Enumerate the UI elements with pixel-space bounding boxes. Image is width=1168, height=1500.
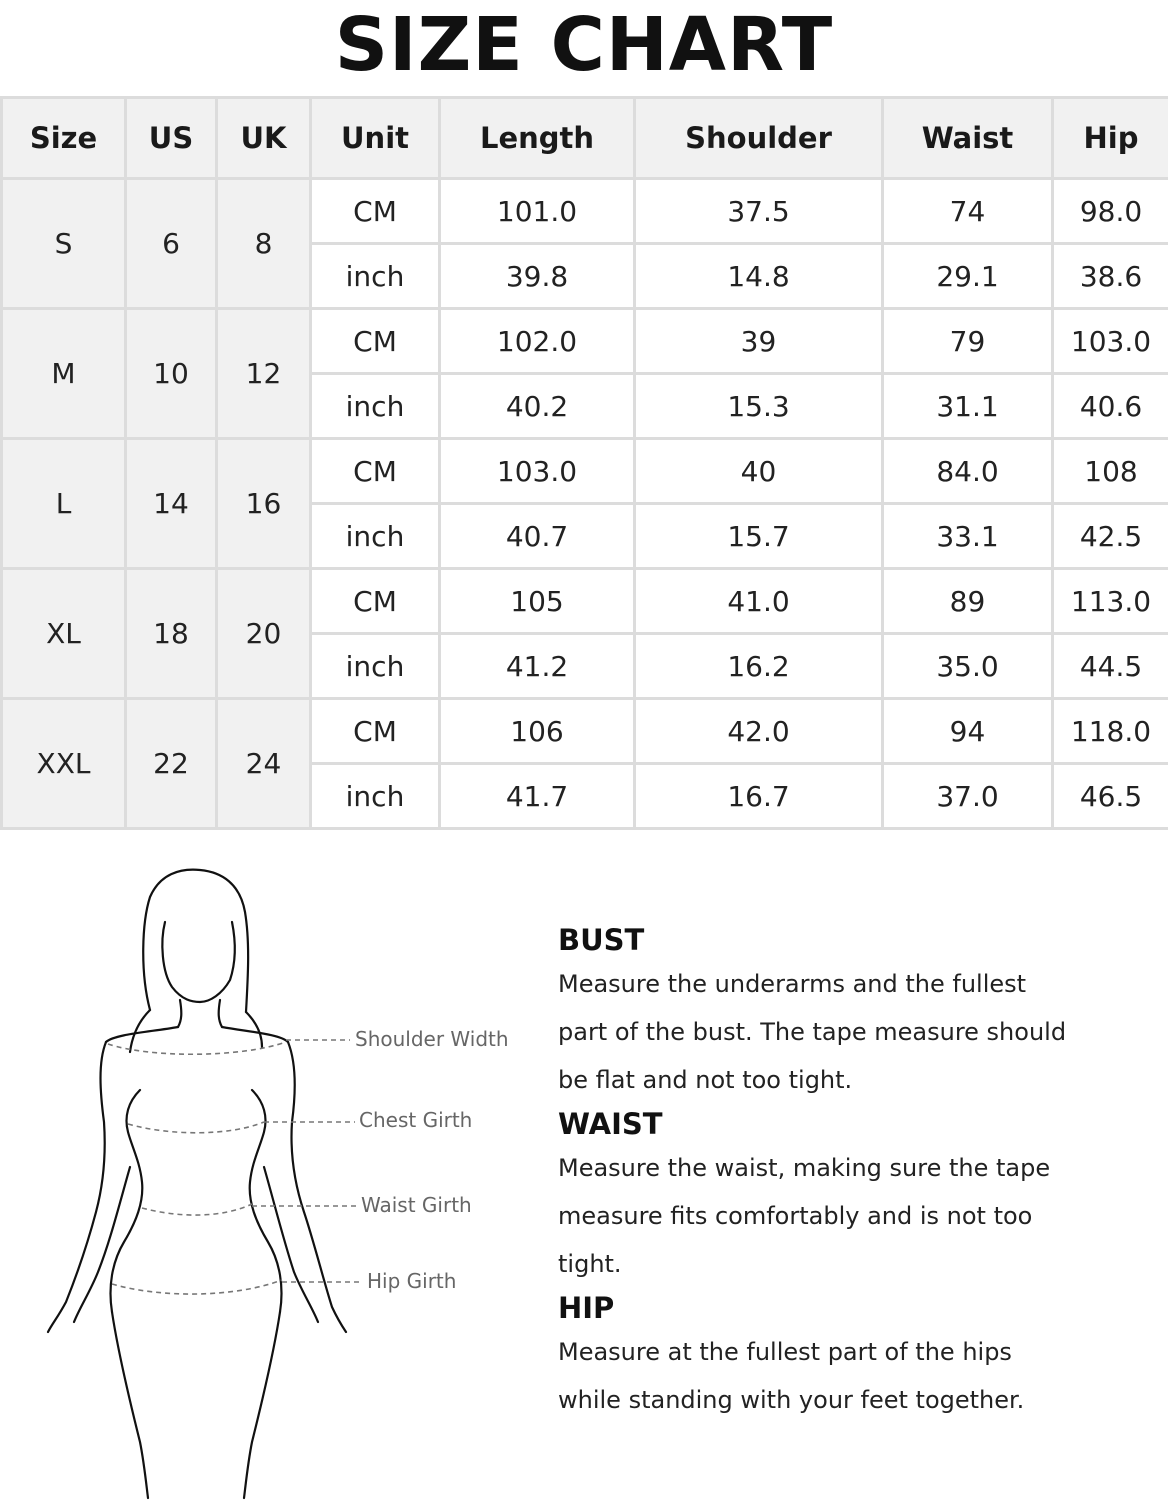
hip-cell: 42.5 xyxy=(1053,504,1168,569)
header-uk: UK xyxy=(217,98,311,179)
length-cell: 101.0 xyxy=(440,179,635,244)
size-table xyxy=(0,96,1168,830)
header-shoulder: Shoulder xyxy=(635,98,883,179)
length-cell: 105 xyxy=(440,569,635,634)
unit-cell: CM xyxy=(311,699,440,764)
unit-cell: inch xyxy=(311,764,440,829)
waist-cell: 89 xyxy=(883,569,1053,634)
hip-cell: 44.5 xyxy=(1053,634,1168,699)
header-size: Size xyxy=(2,98,126,179)
size-cell: L xyxy=(2,439,126,569)
page-title: SIZE CHART xyxy=(334,2,834,88)
shoulder-cell: 37.5 xyxy=(635,179,883,244)
shoulder-cell: 16.2 xyxy=(635,634,883,699)
shoulder-cell: 41.0 xyxy=(635,569,883,634)
size-cell: M xyxy=(2,309,126,439)
waist-cell: 74 xyxy=(883,179,1053,244)
unit-cell: CM xyxy=(311,569,440,634)
us-cell: 10 xyxy=(126,309,217,439)
length-cell: 41.2 xyxy=(440,634,635,699)
hip-cell: 118.0 xyxy=(1053,699,1168,764)
waist-measure-line xyxy=(142,1204,252,1215)
us-cell: 6 xyxy=(126,179,217,309)
length-cell: 40.2 xyxy=(440,374,635,439)
uk-cell: 12 xyxy=(217,309,311,439)
bust-line: be flat and not too tight. xyxy=(558,1066,853,1094)
size-cell: XL xyxy=(2,569,126,699)
measurement-guide xyxy=(558,920,1138,1424)
hip-cell: 38.6 xyxy=(1053,244,1168,309)
waist-line: tight. xyxy=(558,1250,622,1278)
body-measurement-figure xyxy=(0,862,540,1500)
uk-cell: 20 xyxy=(217,569,311,699)
uk-cell: 16 xyxy=(217,439,311,569)
waist-cell: 94 xyxy=(883,699,1053,764)
waist-cell: 31.1 xyxy=(883,374,1053,439)
header-us: US xyxy=(126,98,217,179)
shoulder-cell: 39 xyxy=(635,309,883,374)
waist-line: Measure the waist, making sure the tape xyxy=(558,1154,1051,1182)
waist-heading: WAIST xyxy=(558,1107,663,1141)
header-length: Length xyxy=(440,98,635,179)
unit-cell: CM xyxy=(311,439,440,504)
waist-cell: 79 xyxy=(883,309,1053,374)
hip-cell: 46.5 xyxy=(1053,764,1168,829)
shoulder-measure-line xyxy=(108,1042,286,1054)
waist-cell: 35.0 xyxy=(883,634,1053,699)
header-waist: Waist xyxy=(883,98,1053,179)
bust-line: Measure the underarms and the fullest xyxy=(558,970,1027,998)
hip-line: Measure at the fullest part of the hips xyxy=(558,1338,1012,1366)
unit-cell: inch xyxy=(311,374,440,439)
hip-girth-label: Hip Girth xyxy=(367,1269,457,1293)
header-unit: Unit xyxy=(311,98,440,179)
hip-cell: 113.0 xyxy=(1053,569,1168,634)
length-cell: 41.7 xyxy=(440,764,635,829)
shoulder-cell: 15.7 xyxy=(635,504,883,569)
shoulder-cell: 40 xyxy=(635,439,883,504)
waist-cell: 33.1 xyxy=(883,504,1053,569)
waist-cell: 29.1 xyxy=(883,244,1053,309)
shoulder-cell: 14.8 xyxy=(635,244,883,309)
length-cell: 102.0 xyxy=(440,309,635,374)
waist-cell: 37.0 xyxy=(883,764,1053,829)
unit-cell: CM xyxy=(311,309,440,374)
shoulder-width-label: Shoulder Width xyxy=(355,1027,509,1051)
length-cell: 40.7 xyxy=(440,504,635,569)
hip-cell: 40.6 xyxy=(1053,374,1168,439)
unit-cell: inch xyxy=(311,504,440,569)
size-cell: XXL xyxy=(2,699,126,829)
size-cell: S xyxy=(2,179,126,309)
unit-cell: inch xyxy=(311,634,440,699)
table-row xyxy=(2,569,1168,634)
chest-measure-line xyxy=(128,1122,264,1133)
waist-cell: 84.0 xyxy=(883,439,1053,504)
shoulder-cell: 16.7 xyxy=(635,764,883,829)
hip-cell: 98.0 xyxy=(1053,179,1168,244)
chest-girth-label: Chest Girth xyxy=(359,1108,473,1132)
table-row xyxy=(2,309,1168,374)
woman-silhouette-illustration xyxy=(0,862,540,1500)
hip-line: while standing with your feet together. xyxy=(558,1386,1025,1414)
table-row xyxy=(2,699,1168,764)
uk-cell: 8 xyxy=(217,179,311,309)
waist-girth-label: Waist Girth xyxy=(361,1193,472,1217)
shoulder-cell: 42.0 xyxy=(635,699,883,764)
table-header-row xyxy=(2,98,1168,179)
table-row xyxy=(2,179,1168,244)
us-cell: 22 xyxy=(126,699,217,829)
waist-line: measure fits comfortably and is not too xyxy=(558,1202,1033,1230)
us-cell: 14 xyxy=(126,439,217,569)
bust-line: part of the bust. The tape measure should xyxy=(558,1018,1067,1046)
length-cell: 103.0 xyxy=(440,439,635,504)
hip-cell: 108 xyxy=(1053,439,1168,504)
us-cell: 18 xyxy=(126,569,217,699)
unit-cell: CM xyxy=(311,179,440,244)
length-cell: 39.8 xyxy=(440,244,635,309)
table-row xyxy=(2,439,1168,504)
hip-measure-line xyxy=(112,1280,282,1294)
uk-cell: 24 xyxy=(217,699,311,829)
bust-heading: BUST xyxy=(558,923,645,957)
length-cell: 106 xyxy=(440,699,635,764)
header-hip: Hip xyxy=(1053,98,1168,179)
hip-cell: 103.0 xyxy=(1053,309,1168,374)
shoulder-cell: 15.3 xyxy=(635,374,883,439)
unit-cell: inch xyxy=(311,244,440,309)
hip-heading: HIP xyxy=(558,1291,615,1325)
